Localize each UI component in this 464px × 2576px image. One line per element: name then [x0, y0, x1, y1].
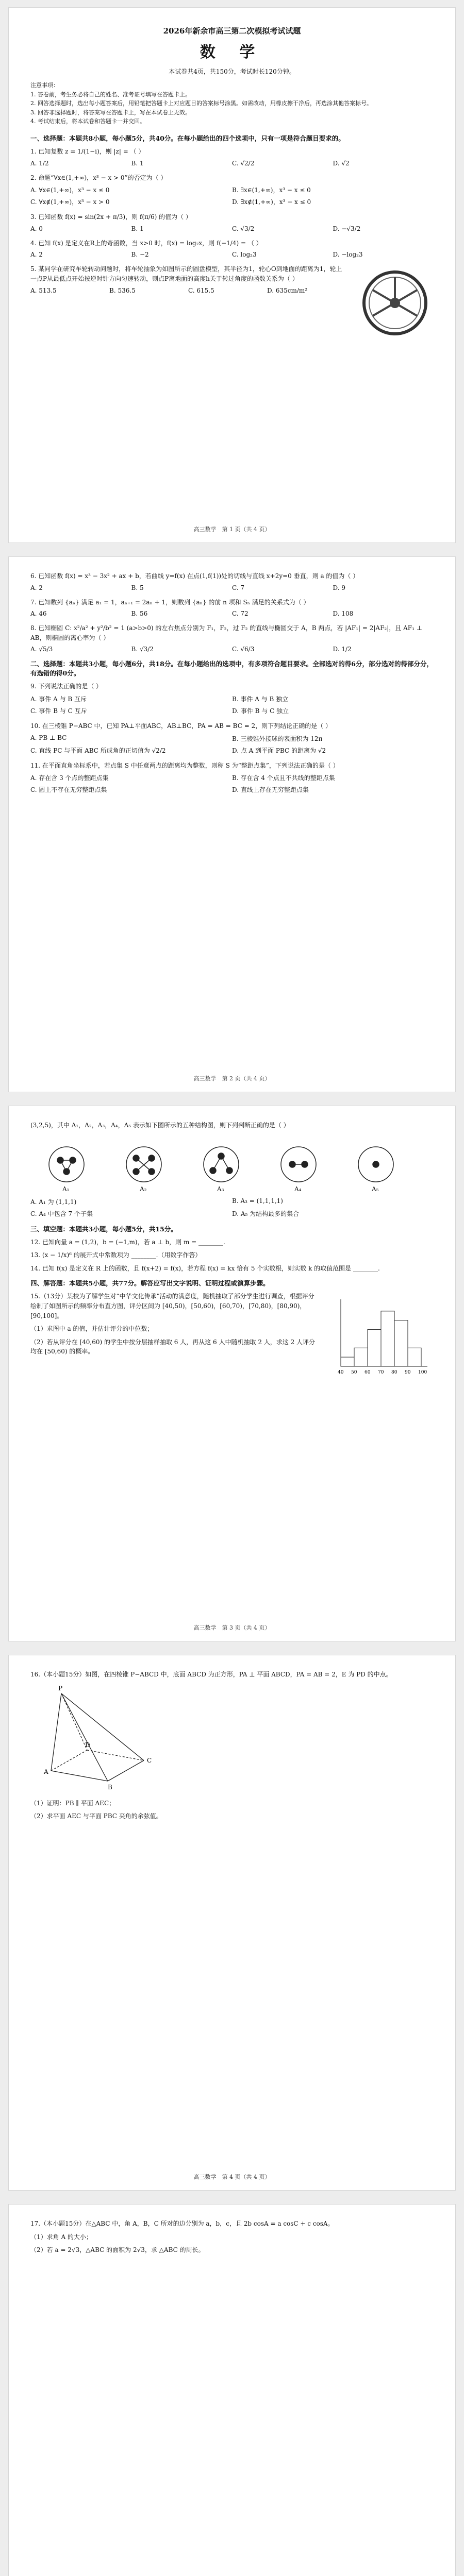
svg-text:C: C: [147, 1756, 152, 1764]
histogram-tick: 100: [418, 1370, 427, 1376]
question-11-options: A. 存在含 3 个点的整距点集 B. 存在含 4 个点且不共线的整距点集 C. 圆上不存在无穷整距点集 D. 直线上存在无穷整距点集: [30, 774, 335, 794]
question-7: 7. 已知数列 {aₙ} 满足 a₁ = 1，aₙ₊₁ = 2aₙ + 1，则数列 {aₙ} 的前 n 项和 Sₙ 满足的关系式为（ ）: [30, 598, 310, 606]
page-4: 16.（本小题15分）如图，在四棱锥 P−ABCD 中，底面 ABCD 为正方形，PA ⊥ 平面 ABCD，PA = AB = 2，E 为 PD 的中点。 P A B C D （1）证明：PB ∥ 平面 AEC； （2）求平面 AEC 与平面 PBC 夹角的余弦值。 高三数学 第 4 页（共 4 页）: [8, 1655, 456, 2191]
exam-title: 2026年新余市高三第二次模拟考试试题: [163, 26, 301, 36]
question-3: 3. 已知函数 f(x) = sin(2x + π/3)，则 f(π/6) 的值为（ ）: [30, 213, 192, 221]
histogram-tick: 70: [378, 1370, 384, 1376]
section-heading: 一、选择题：本题共8小题，每小题5分，共40分。在每小题给出的四个选项中，只有一项是符合题目要求的。: [30, 134, 345, 142]
question-15: 15.（13分）某校为了解学生对“中华文化传承”活动的满意度，随机抽取了部分学生进行调查，根据评分绘制了如图所示的频率分布直方图，评分区间为 [40,50)，[50,60)，[60,70)，[70,80)，[80,90)，[90,100]。: [30, 1293, 314, 1319]
svg-text:A₄: A₄: [294, 1185, 302, 1193]
question-1-options: A. 1/2 B. 1 C. √2/2 D. √2: [30, 159, 350, 167]
histogram-bar: [368, 1330, 381, 1366]
question-7-options: A. 46 B. 56 C. 72 D. 108: [30, 610, 354, 618]
histogram-bar: [408, 1348, 421, 1367]
section-heading: 二、选择题：本题共3小题，每小题6分，共18分。在每小题给出的选项中，有多项符合题目要求。全部选对的得6分，部分选对的得部分分，有选错的得0分。: [30, 660, 433, 677]
question-10: 10. 在三棱锥 P−ABC 中，已知 PA⊥平面ABC，AB⊥BC，PA = AB = BC = 2，则下列结论正确的是（ ）: [30, 722, 332, 730]
page-5: 17.（本小题15分）在△ABC 中，角 A，B，C 所对的边分别为 a，b，c，且 2b cosA = a cosC + c cosA。 （1）求角 A 的大小； （2）若 a = 2√3，△ABC 的面积为 2√3，求 △ABC 的周长。: [8, 2204, 456, 2576]
wheel-figure: [356, 264, 434, 342]
notice: 注意事项： 1. 答卷前，考生务必将自己的姓名、准考证号填写在答题卡上。 2. 回答选择题时，选出每小题答案后，用铅笔把答题卡上对应题目的答案标号涂黑。如需改动，用橡皮擦干净后，再选涂其他答案标号。 3. 回答非选择题时，将答案写在答题卡上，写在本试卷上无效。 4. 考试结束后，将本试卷和答题卡一并交回。: [30, 82, 372, 125]
section-heading: 三、填空题：本题共3小题，每小题5分，共15分。: [30, 1225, 177, 1233]
question-11-continued: (3,2,5)，其中 A₁，A₂，A₃，A₄，A₅ 表示如下图所示的五种结构图，则下列判断正确的是（ ）: [30, 1122, 290, 1129]
page-footer: 高三数学 第 1 页（共 4 页）: [193, 526, 271, 533]
svg-text:A₁: A₁: [62, 1185, 70, 1193]
question-4-options: A. 2 B. −2 C. log₂3 D. −log₂3: [30, 251, 363, 259]
question-16: 16.（本小题15分）如图，在四棱锥 P−ABCD 中，底面 ABCD 为正方形，PA ⊥ 平面 ABCD，PA = AB = 2，E 为 PD 的中点。: [30, 1671, 392, 1678]
question-12: 12. 已知向量 a = (1,2)，b = (−1,m)，若 a ⊥ b，则 m = ________.: [30, 1238, 225, 1246]
question-9-options: A. 事件 A 与 B 互斥 B. 事件 A 与 B 独立 C. 事件 B 与 C 互斥 D. 事件 B 与 C 独立: [30, 695, 289, 715]
svg-text:A₂: A₂: [140, 1185, 147, 1193]
question-5-options: A. 513.5 B. 536.5 C. 615.5 D. 635cm/m²: [30, 286, 308, 294]
svg-text:A₅: A₅: [372, 1185, 379, 1193]
question-17: 17.（本小题15分）在△ABC 中，角 A，B，C 所对的边分别为 a，b，c，且 2b cosA = a cosC + c cosA。: [30, 2220, 334, 2227]
page-1: [8, 7, 456, 543]
histogram-bar: [354, 1348, 368, 1367]
histogram-tick: 40: [338, 1370, 344, 1376]
question-14: 14. 已知 f(x) 是定义在 R 上的函数，且 f(x+2) = f(x)，若方程 f(x) = kx 恰有 5 个实数根，则实数 k 的取值范围是 ________.: [30, 1264, 380, 1272]
histogram-tick: 50: [351, 1370, 357, 1376]
exam-meta: 本试卷共4页，共150分，考试时长120分钟。: [169, 68, 295, 75]
page-2: [8, 556, 456, 1092]
histogram-bar: [394, 1320, 408, 1366]
page-footer: 高三数学 第 3 页（共 4 页）: [193, 1624, 271, 1631]
question-13: 13. (x − 1/x)⁶ 的展开式中常数项为 ________.（用数字作答）: [30, 1251, 202, 1259]
question-1: 1. 已知复数 z = 1/(1−i)，则 |z| = （ ）: [30, 147, 145, 155]
histogram-tick: 90: [405, 1370, 411, 1376]
question-11b-options: A. A₁ 为 (1,1,1) B. A₃ = (1,1,1,1) C. A₄ 中包含 7 个子集 D. A₅ 为结构最多的集合: [30, 1197, 300, 1217]
histogram-tick: 60: [364, 1370, 371, 1376]
question-4: 4. 已知 f(x) 是定义在R上的奇函数，当 x>0 时，f(x) = log₂x，则 f(−1/4) = （ ）: [30, 239, 262, 247]
question-11: 11. 在平面直角坐标系中，若点集 S 中任意两点的距离均为整数，则称 S 为“整距点集”，下列说法正确的是（ ）: [30, 761, 339, 769]
question-6: 6. 已知函数 f(x) = x³ − 3x² + ax + b，若曲线 y=f(x) 在点(1,f(1))处的切线与直线 x+2y=0 垂直，则 a 的值为（ ）: [30, 572, 359, 580]
svg-text:A₃: A₃: [217, 1185, 224, 1193]
exam-subject: 数 学: [200, 43, 264, 61]
svg-text:A: A: [44, 1768, 48, 1775]
page-footer: 高三数学 第 2 页（共 4 页）: [193, 1075, 271, 1082]
question-2-options: A. ∀x∈(1,+∞)，x³ − x ≤ 0 B. ∃x∈(1,+∞)，x³ − x ≤ 0 C. ∀x∉(1,+∞)，x³ − x > 0 D. ∃x∉(1,+∞)，x³ − x ≤ 0: [30, 187, 311, 206]
question-2: 2. 命题“∀x∈(1,+∞)，x³ − x > 0”的否定为（ ）: [30, 174, 167, 181]
histogram-bar: [341, 1358, 354, 1367]
svg-text:D: D: [85, 1741, 90, 1749]
svg-text:B: B: [108, 1783, 112, 1791]
pyramid-figure: [30, 1683, 164, 1797]
question-3-options: A. 0 B. 1 C. √3/2 D. −√3/2: [30, 225, 361, 232]
page-footer: 高三数学 第 4 页（共 4 页）: [193, 2174, 271, 2180]
question-10-options: A. PB ⊥ BC B. 三棱锥外接球的表面积为 12π C. 直线 PC 与平面 ABC 所成角的正切值为 √2/2 D. 点 A 到平面 PBC 的距离为 √2: [30, 734, 326, 754]
svg-text:P: P: [58, 1684, 63, 1692]
page-3: (3,2,5)，其中 A₁，A₂，A₃，A₄，A₅ 表示如下图所示的五种结构图，则下列判断正确的是（ ） A₁ A₂ A₃ A₄ A₅ A. A₁ 为 (1,1,1) B. A₃ = (1,1,1,1) C. A₄ 中包含 7 个子集 D. A₅ 为结构最多的集合 三、填空题：本题共3小题，每小题5分，共15分。 12. 已知向量 a = (1,2)，b = (−1,m)，若 a ⊥ b，则 m = ________. 13. (x − 1/x)⁶ 的展开式中常数项为 ________.（用数字作答） 14. 已知 f(x) 是定义在 R 上的函数，且 f(x+2) = f(x)，若方程 f(x) = kx 恰有 5 个实数根，则实数 k 的取值范围是 ________. 四、解答题：本题共5小题，共77分。解答应写出文字说明、证明过程或演算步骤。 15.（13分）某校为了解学生对“中华文化传承”活动的满意度，随机抽取了部分学生进行调查，根据评分绘制了如图所示的频率分布直方图，评分区间为 [40,50)，[50,60)，[60,70)，[70,80)，[80,90)，[90,100]。 （1）求图中 a 的值，并估计评分的中位数； （2）若从评分在 [40,60) 的学生中按分层抽样抽取 6 人，再从这 6 人中随机抽取 2 人，求这 2 人评分均在 [50,60) 的概率。 40 50 60 70 80 90 100 高三数学 第 3 页（共 4 页）: [8, 1106, 456, 1641]
histogram: [325, 1292, 434, 1379]
question-8: 8. 已知椭圆 C: x²/a² + y²/b² = 1 (a>b>0) 的左右焦点分别为 F₁，F₂，过 F₂ 的直线与椭圆交于 A，B 两点，若 |AF₁| = 2|AF₂|，且 AF₁ ⊥ AB，则椭圆的离心率为（ ）: [30, 624, 422, 641]
histogram-bar: [381, 1311, 394, 1366]
question-8-options: A. √5/3 B. √3/2 C. √6/3 D. 1/2: [30, 646, 352, 653]
question-5: 5. 某同学在研究车轮转动问题时，将车轮抽象为如图所示的圆盘模型，其半径为1，轮心O到地面的距离为1，轮上一点P从最低点开始按逆时针方向匀速转动，则点P离地面的高度h关于转过角度的函数关系为（ ）: [30, 265, 342, 282]
question-9: 9. 下列说法正确的是（ ）: [30, 683, 103, 690]
structure-figures: [30, 1133, 433, 1195]
question-6-options: A. 2 B. 5 C. 7 D. 9: [30, 584, 345, 591]
histogram-tick: 80: [391, 1370, 397, 1376]
section-heading: 四、解答题：本题共5小题，共77分。解答应写出文字说明、证明过程或演算步骤。: [30, 1279, 270, 1287]
